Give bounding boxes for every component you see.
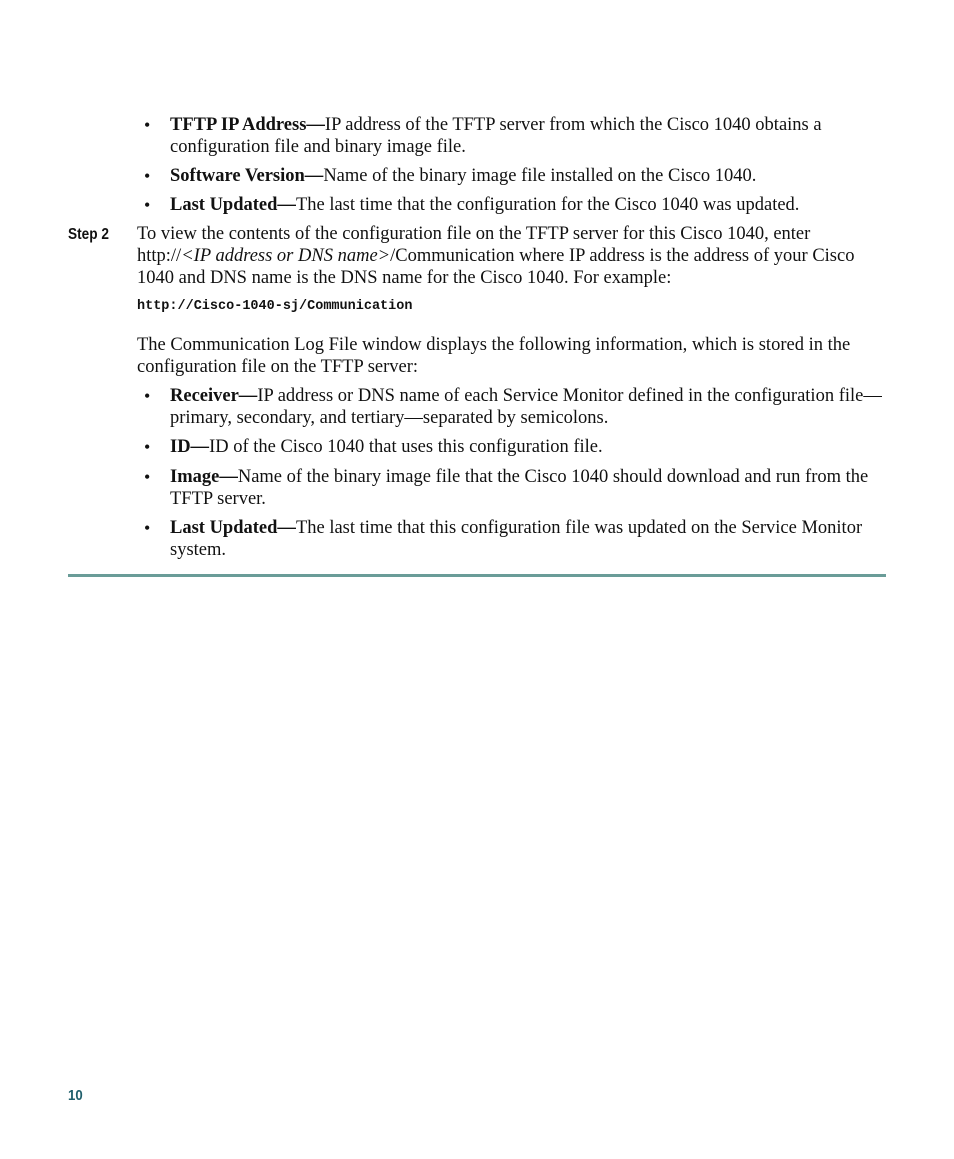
list-item-tftp-ip-address (144, 114, 886, 158)
page-number: 10 (68, 1087, 83, 1104)
bullet-icon: • (144, 518, 151, 538)
term-label: Last Updated— (170, 518, 296, 538)
bullet-icon: • (144, 195, 151, 215)
section-divider (68, 574, 886, 577)
step-text-italic: <IP address or DNS name> (181, 246, 391, 266)
term-description: Name of the binary image file that the Cisco 1040 should download and run from the TFTP server. (170, 467, 869, 509)
term-label: Image— (170, 467, 238, 487)
step-instruction (137, 223, 887, 289)
term-label: Last Updated— (170, 195, 296, 215)
term-description: ID of the Cisco 1040 that uses this configuration file. (209, 437, 603, 457)
step-followup-paragraph: The Communication Log File window displays the following information, which is stored in the configuration file on the TFTP server: (137, 335, 851, 377)
term-label: Software Version— (170, 166, 324, 186)
list-item-receiver (144, 385, 886, 429)
bullet-icon: • (144, 115, 151, 135)
list-item-software-version (144, 165, 886, 187)
bullet-icon: • (144, 467, 151, 487)
code-example: http://Cisco-1040-sj/Communication (137, 299, 413, 314)
list-item-id (144, 436, 886, 458)
list-item-image (144, 466, 886, 510)
bullet-icon: • (144, 437, 151, 457)
bullet-icon: • (144, 386, 151, 406)
term-description: The last time that the configuration for the Cisco 1040 was updated. (295, 195, 800, 215)
term-description: IP address of the TFTP server from which the Cisco 1040 obtains a configuration file and binary image file. (170, 115, 822, 157)
term-description: The last time that this configuration file was updated on the Service Monitor system. (170, 518, 863, 560)
step-label: Step 2 (68, 226, 109, 243)
list-item-last-updated (144, 194, 886, 216)
term-description: Name of the binary image file installed on the Cisco 1040. (323, 166, 757, 186)
list-item-last-updated-config (144, 517, 886, 561)
step-text-before: To view the contents of the configuration file on the TFTP server for this Cisco 1040, enter http:// (137, 224, 811, 266)
term-label: Receiver— (170, 386, 258, 406)
term-label: TFTP IP Address— (170, 115, 325, 135)
step-text-after: /Communication where IP address is the address of your Cisco 1040 and DNS name is the DNS name for the Cisco 1040. For example: (137, 246, 855, 288)
term-label: ID— (170, 437, 210, 457)
term-description: IP address or DNS name of each Service Monitor defined in the configuration file—primary, secondary, and tertiary—separated by semicolons. (170, 386, 882, 428)
bullet-icon: • (144, 166, 151, 186)
